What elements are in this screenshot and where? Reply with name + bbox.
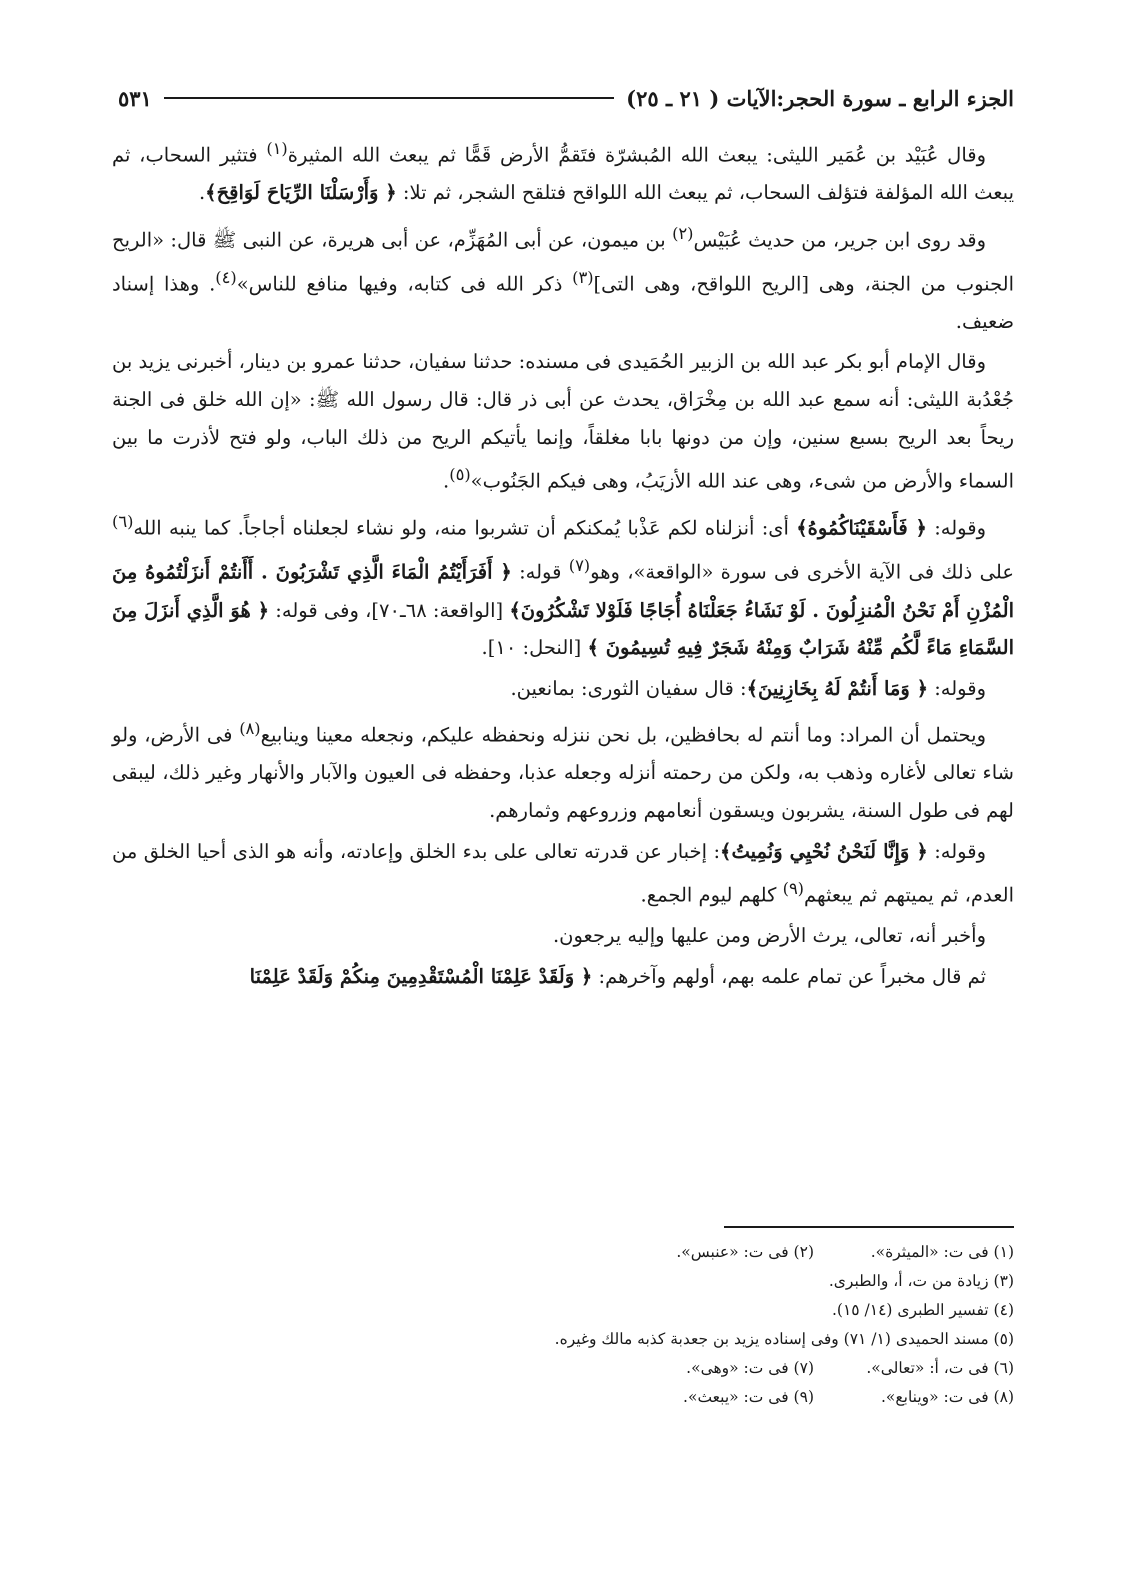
quran-verse: ﴿ فَأَسْقَيْنَاكُمُوهُ﴾ xyxy=(796,516,927,540)
paragraph-p4 xyxy=(112,503,1014,666)
footnote: (٢) فى ت: «عنبس». xyxy=(676,1243,814,1261)
footnote-marker: (٨) xyxy=(239,719,261,739)
paragraph-p1 xyxy=(112,130,1014,212)
footnote-row xyxy=(300,1296,1014,1325)
footnote: (٨) فى ت: «وينابع». xyxy=(880,1388,1014,1406)
text-segment: [الواقعة: ٦٨ـ٧٠]، وفى قوله: xyxy=(269,598,510,622)
text-segment: وقال عُبَيْد بن عُمَير الليثى: يبعث الله المُبشرّة فتَقمُّ الأرض قَمًّا ثم يبعث الله المثيرة xyxy=(287,143,986,167)
paragraph-p2 xyxy=(112,215,1014,341)
text-segment: على ذلك فى الآية الأخرى فى سورة «الواقعة»، وهو xyxy=(590,560,1014,584)
footnote: (٤) تفسير الطبرى (١٤/ ١٥). xyxy=(831,1301,1014,1319)
quran-verse: ﴿ وَلَقَدْ عَلِمْنَا الْمُسْتَقْدِمِينَ مِنكُمْ وَلَقَدْ عَلِمْنَا xyxy=(249,964,593,988)
footnotes xyxy=(300,1238,1014,1412)
text-segment: . وهذا إسناد ضعيف. xyxy=(112,272,1014,333)
footnote: (٣) زيادة من ت، أ، والطبرى. xyxy=(828,1272,1014,1290)
text-segment: وقوله: xyxy=(926,516,986,540)
footnote-marker: (٩) xyxy=(782,879,805,899)
footnote-row xyxy=(300,1325,1014,1354)
text-segment: ذكر الله فى كتابه، وفيها منافع للناس» xyxy=(236,272,573,296)
footnote-row xyxy=(300,1383,1014,1412)
footnote-marker: (٢) xyxy=(672,223,694,243)
text-segment: وقد روى ابن جرير، من حديث عُبَيْس xyxy=(693,228,986,252)
page-number: ٥٣١ xyxy=(118,85,152,111)
text-segment: [النحل: ١٠]. xyxy=(481,636,588,660)
quran-verse: ﴿ هُوَ الَّذِي أَنزَلَ مِنَ السَّمَاءِ مَاءً لَّكُم مِّنْهُ شَرَابٌ وَمِنْهُ شَجَرٌ فِيهِ تُسِيمُونَ ﴾ xyxy=(112,598,1014,660)
text-segment: . xyxy=(443,469,450,493)
text-segment: كلهم ليوم الجمع. xyxy=(640,883,783,907)
paragraph-p6 xyxy=(112,710,1014,829)
footnote: (٧) فى ت: «وهى». xyxy=(686,1359,814,1377)
text-segment: قوله: xyxy=(511,560,569,584)
footnote: (٦) فى ت، أ: «تعالى». xyxy=(866,1359,1014,1377)
footnote-marker: (١) xyxy=(266,139,288,158)
text-segment: . xyxy=(198,181,206,205)
quran-verse: ﴿ أَفَرَأَيْتُمُ الْمَاءَ الَّذِي تَشْرَبُونَ . أَأَنتُمْ أَنزَلْتُمُوهُ مِنَ الْمُزْنِ أَمْ نَحْنُ الْمُنزِلُونَ . لَوْ نَشَاءُ جَعَلْنَاهُ أُجَاجًا فَلَوْلا تَشْكُرُونَ﴾ xyxy=(112,560,1014,622)
footnote: (٩) فى ت: «يبعث». xyxy=(683,1388,814,1406)
footnote-marker: (٣) xyxy=(572,267,594,287)
paragraph-p5 xyxy=(112,670,1014,708)
footnote-row xyxy=(300,1238,1014,1267)
text-segment: وأخبر أنه، تعالى، يرث الأرض ومن عليها وإليه يرجعون. xyxy=(552,924,986,948)
footnote-row xyxy=(300,1354,1014,1383)
text-segment: فى الأرض، ولو شاء تعالى لأغاره وذهب به، ولكن من رحمته أنزله وجعله عذبا، وحفظه فى العيون والآبار والأنهار وغير ذلك، ليبقى لهم فى طول السنة، يشربون ويسقون أنعامهم وزروعهم وثمارهم. xyxy=(112,723,1014,822)
running-title: الجزء الرابع ـ سورة الحجر:الآيات ( ٢١ ـ ٢٥) xyxy=(626,85,1014,111)
footnote-marker: (٧) xyxy=(568,556,591,576)
footnote: (١) فى ت: «الميثرة». xyxy=(870,1243,1014,1261)
text-segment: بن ميمون، عن أبى المُهَزِّم، عن أبى هريرة، عن النبى ﷺ قال: «الريح الجنوب من الجنة، وهى [الريح اللواقح، وهى التى] xyxy=(112,228,1015,296)
text-segment: وقوله: xyxy=(927,839,986,863)
body-text xyxy=(112,130,1014,998)
footnote-marker: (٦) xyxy=(112,512,134,532)
footnote-row xyxy=(300,1267,1014,1296)
footnote-marker: (٥) xyxy=(449,465,471,485)
text-segment: أى: أنزلناه لكم عَذْبا يُمكنكم أن تشربوا منه، ولو نشاء لجعلناه أجاجاً. كما ينبه الله xyxy=(133,516,797,540)
paragraph-p9 xyxy=(112,958,1014,996)
paragraph-p8 xyxy=(112,917,1014,955)
text-segment: : إخبار عن قدرته تعالى على بدء الخلق وإعادته، وأنه هو الذى أحيا الخلق من العدم، ثم يميتهم ثم يبعثهم xyxy=(112,839,1014,907)
text-segment: وقوله: xyxy=(928,676,986,700)
running-header xyxy=(118,78,1014,118)
paragraph-p3 xyxy=(112,343,1014,500)
text-segment: وقال الإمام أبو بكر عبد الله بن الزبير الحُمَيدى فى مسنده: حدثنا سفيان، حدثنا عمرو بن دينار، أخبرنى يزيد بن جُعْدُبة الليثى: أنه سمع عبد الله بن مِخْرَاق، يحدث عن أبى ذر قال: قال رسول الله ﷺ: «إن الله خلق فى الجنة ريحاً بعد الريح بسبع سنين، وإن من دونها بابا مغلقاً، وإنما يأتيكم الريح من ذلك الباب، ولو فتح لأذرت ما بين السماء والأرض من شىء، وهى عند الله الأزيَبُ، وهى فيكم الجَنُوب» xyxy=(112,350,1014,493)
text-segment: ويحتمل أن المراد: وما أنتم له بحافظين، بل نحن ننزله ونحفظه عليكم، ونجعله معينا وينابيع xyxy=(260,723,986,747)
text-segment: ثم قال مخبراً عن تمام علمه بهم، أولهم وآخرهم: xyxy=(592,964,986,988)
quran-verse: ﴿ وَأَرْسَلْنَا الرِّيَاحَ لَوَاقِحَ﴾ xyxy=(205,181,397,205)
text-segment: : قال سفيان الثورى: بمانعين. xyxy=(510,676,747,700)
text-segment: فتثير السحاب، ثم يبعث الله المؤلفة فتؤلف السحاب، ثم يبعث الله اللواقح فتلقح الشجر، ثم تلا: xyxy=(112,143,1014,205)
footnote: (٥) مسند الحميدى (١/ ٧١) وفى إسناده يزيد بن جعدبة كذبه مالك وغيره. xyxy=(554,1330,1014,1348)
quran-verse: ﴿ وَمَا أَنتُمْ لَهُ بِخَازِنِينَ﴾ xyxy=(746,676,929,700)
footnote-marker: (٤) xyxy=(215,267,237,287)
quran-verse: ﴿ وَإِنَّا لَنَحْنُ نُحْيِي وَنُمِيتُ﴾ xyxy=(720,839,928,863)
paragraph-p7 xyxy=(112,833,1014,915)
footnote-separator xyxy=(724,1226,1014,1228)
header-rule xyxy=(164,97,614,99)
